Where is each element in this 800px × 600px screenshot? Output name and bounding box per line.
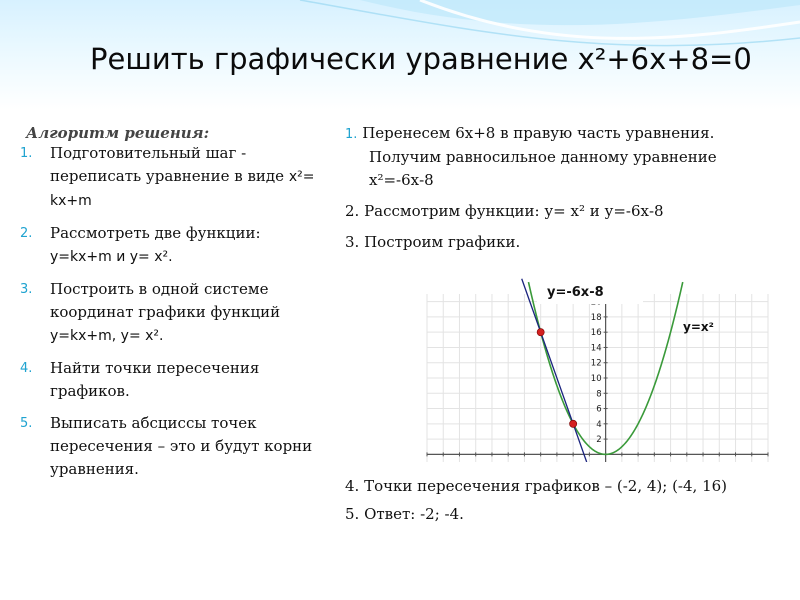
solution-step-2: 2. Рассмотрим функции: у= х² и у=-6х-8	[345, 202, 664, 220]
step-number: 1.	[345, 127, 358, 142]
solution-step-3: 3. Построим графики.	[345, 233, 521, 251]
step-formula: y=kx+m, y= x².	[50, 328, 164, 344]
y-tick-label: 2	[596, 435, 602, 446]
line-label: y=-6x-8	[547, 285, 604, 300]
y-tick-label: 10	[590, 374, 602, 384]
solution-step-5: 5. Ответ: -2; -4.	[345, 505, 464, 523]
intersection-point	[537, 329, 544, 336]
step-1-line-3: х²=-6х-8	[369, 171, 434, 189]
conclusion-steps	[345, 474, 795, 530]
solution-steps	[345, 122, 785, 262]
y-tick-label: 8	[596, 389, 602, 400]
solution-step-4: 4. Точки пересечения графиков – (-2, 4); (-4, 16)	[345, 477, 728, 495]
algorithm-step	[20, 278, 325, 348]
algorithm-step	[20, 222, 325, 269]
step-text: Рассмотреть две функции:	[50, 224, 261, 242]
y-tick-label: 18	[590, 312, 602, 323]
y-tick-label: 4	[596, 419, 602, 430]
solution-step-1	[345, 122, 785, 192]
step-1-line-2: Получим равносильное данному уравнение	[369, 148, 717, 166]
y-tick-label: 14	[590, 343, 602, 354]
algorithm-step	[20, 142, 325, 213]
step-formula: x²= kx+m	[50, 169, 315, 209]
step-1-line-1: Перенесем 6х+8 в правую часть уравнения.	[362, 124, 715, 142]
step-text: Подготовительный шаг - переписать уравнение в виде	[50, 144, 285, 185]
step-text: Выписать абсциссы точек пересечения – это и будут корни уравнения.	[50, 414, 313, 478]
step-text: Построить в одной системе координат графики функций	[50, 280, 281, 321]
step-text: Найти точки пересечения графиков.	[50, 359, 260, 400]
parabola-label: y=x²	[683, 320, 714, 334]
intersection-point	[570, 420, 577, 427]
y-tick-label: 12	[590, 358, 602, 369]
algorithm-list	[20, 142, 325, 490]
algorithm-heading: Алгоритм решения:	[26, 124, 210, 142]
step-formula: y=kx+m и y= x².	[50, 249, 173, 265]
graph-chart	[425, 272, 770, 462]
y-tick-label: 6	[596, 404, 602, 415]
algorithm-step	[20, 412, 325, 481]
y-tick-label: 16	[590, 328, 602, 339]
slide-title: Решить графически уравнение x²+6x+8=0	[90, 42, 752, 76]
algorithm-step	[20, 357, 325, 403]
